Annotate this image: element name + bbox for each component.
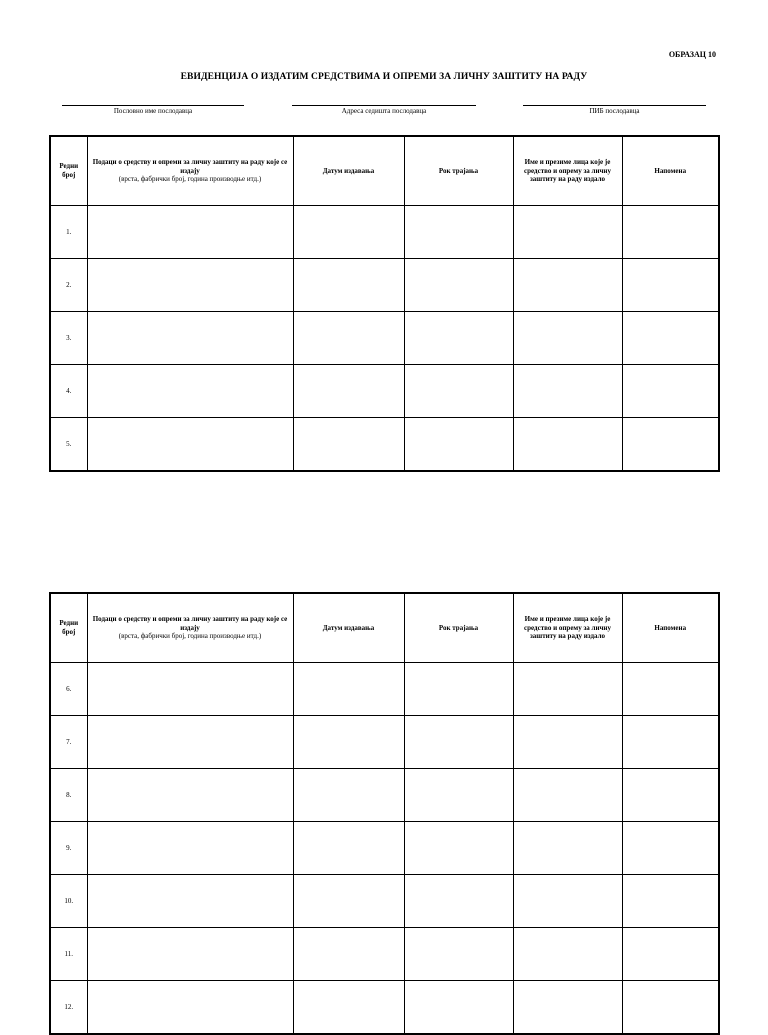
table-header-row [50,136,719,206]
item-cell[interactable] [87,769,293,822]
item-cell[interactable] [87,875,293,928]
date-cell[interactable] [293,716,404,769]
note-cell[interactable] [622,716,719,769]
table-row [50,663,719,716]
recipient-cell[interactable] [513,769,622,822]
date-cell[interactable] [293,418,404,472]
note-cell[interactable] [622,418,719,472]
item-cell[interactable] [87,259,293,312]
item-cell[interactable] [87,716,293,769]
col-item-header [87,136,293,206]
signature-line-business-name: Пословно име послодавца [62,105,244,115]
recipient-cell[interactable] [513,875,622,928]
recipient-cell[interactable] [513,312,622,365]
table-row [50,312,719,365]
col-note-header: Напомена [622,593,719,663]
note-cell[interactable] [622,663,719,716]
table-row [50,259,719,312]
signature-line-address: Адреса седишта послодавца [292,105,476,115]
table-2-body [50,663,719,1035]
row-number: 11. [50,928,87,981]
note-cell[interactable] [622,206,719,259]
date-cell[interactable] [293,875,404,928]
row-number: 6. [50,663,87,716]
deadline-cell[interactable] [404,928,513,981]
col-item-main: Подаци о средству и опреми за личну заштиту на раду које се издају [92,157,288,175]
item-cell[interactable] [87,822,293,875]
col-deadline-header: Рок трајања [404,136,513,206]
row-number: 1. [50,206,87,259]
date-cell[interactable] [293,822,404,875]
col-note-header: Напомена [622,136,719,206]
note-cell[interactable] [622,365,719,418]
item-cell[interactable] [87,365,293,418]
col-number-header: Редни број [50,593,87,663]
table-row [50,769,719,822]
table-row [50,365,719,418]
date-cell[interactable] [293,769,404,822]
note-cell[interactable] [622,875,719,928]
document-title: ЕВИДЕНЦИЈА О ИЗДАТИМ СРЕДСТВИМА И ОПРЕМИ ЗА ЛИЧНУ ЗАШТИТУ НА РАДУ [180,72,588,82]
col-recipient-header: Име и презиме лица које је средство и опрему за личну заштиту на раду издало [513,593,622,663]
row-number: 10. [50,875,87,928]
note-cell[interactable] [622,822,719,875]
item-cell[interactable] [87,981,293,1035]
item-cell[interactable] [87,312,293,365]
col-number-header: Редни број [50,136,87,206]
row-number: 2. [50,259,87,312]
col-date-header: Датум издавања [293,593,404,663]
record-table-2 [49,592,720,1035]
recipient-cell[interactable] [513,663,622,716]
recipient-cell[interactable] [513,928,622,981]
deadline-cell[interactable] [404,418,513,472]
recipient-cell[interactable] [513,206,622,259]
date-cell[interactable] [293,365,404,418]
row-number: 3. [50,312,87,365]
deadline-cell[interactable] [404,769,513,822]
note-cell[interactable] [622,312,719,365]
col-item-header [87,593,293,663]
deadline-cell[interactable] [404,716,513,769]
col-item-sub: (врста, фабрички број, година производње итд.) [118,175,262,184]
deadline-cell[interactable] [404,822,513,875]
row-number: 7. [50,716,87,769]
deadline-cell[interactable] [404,365,513,418]
deadline-cell[interactable] [404,312,513,365]
date-cell[interactable] [293,312,404,365]
table-row [50,981,719,1035]
note-cell[interactable] [622,259,719,312]
col-item-main: Подаци о средству и опреми за личну заштиту на раду које се издају [92,614,288,632]
note-cell[interactable] [622,769,719,822]
row-number: 5. [50,418,87,472]
row-number: 8. [50,769,87,822]
form-code: ОБРАЗАЦ 10 [668,50,716,59]
row-number: 12. [50,981,87,1035]
col-date-header: Датум издавања [293,136,404,206]
recipient-cell[interactable] [513,981,622,1035]
date-cell[interactable] [293,206,404,259]
table-row [50,928,719,981]
recipient-cell[interactable] [513,365,622,418]
item-cell[interactable] [87,928,293,981]
col-recipient-header: Име и презиме лица које је средство и опрему за личну заштиту на раду издало [513,136,622,206]
recipient-cell[interactable] [513,259,622,312]
table-row [50,418,719,472]
table-header-row [50,593,719,663]
table-1-body [50,206,719,472]
table-row [50,716,719,769]
item-cell[interactable] [87,663,293,716]
recipient-cell[interactable] [513,822,622,875]
col-item-sub: (врста, фабрички број, година производње итд.) [118,632,262,641]
deadline-cell[interactable] [404,875,513,928]
note-cell[interactable] [622,981,719,1035]
row-number: 4. [50,365,87,418]
record-table-1 [49,135,720,472]
item-cell[interactable] [87,206,293,259]
row-number: 9. [50,822,87,875]
item-cell[interactable] [87,418,293,472]
recipient-cell[interactable] [513,716,622,769]
date-cell[interactable] [293,663,404,716]
signature-line-tax-id: ПИБ послодавца [523,105,706,115]
deadline-cell[interactable] [404,981,513,1035]
col-deadline-header: Рок трајања [404,593,513,663]
deadline-cell[interactable] [404,663,513,716]
deadline-cell[interactable] [404,259,513,312]
table-row [50,206,719,259]
deadline-cell[interactable] [404,206,513,259]
table-row [50,875,719,928]
date-cell[interactable] [293,928,404,981]
date-cell[interactable] [293,981,404,1035]
recipient-cell[interactable] [513,418,622,472]
table-row [50,822,719,875]
date-cell[interactable] [293,259,404,312]
note-cell[interactable] [622,928,719,981]
